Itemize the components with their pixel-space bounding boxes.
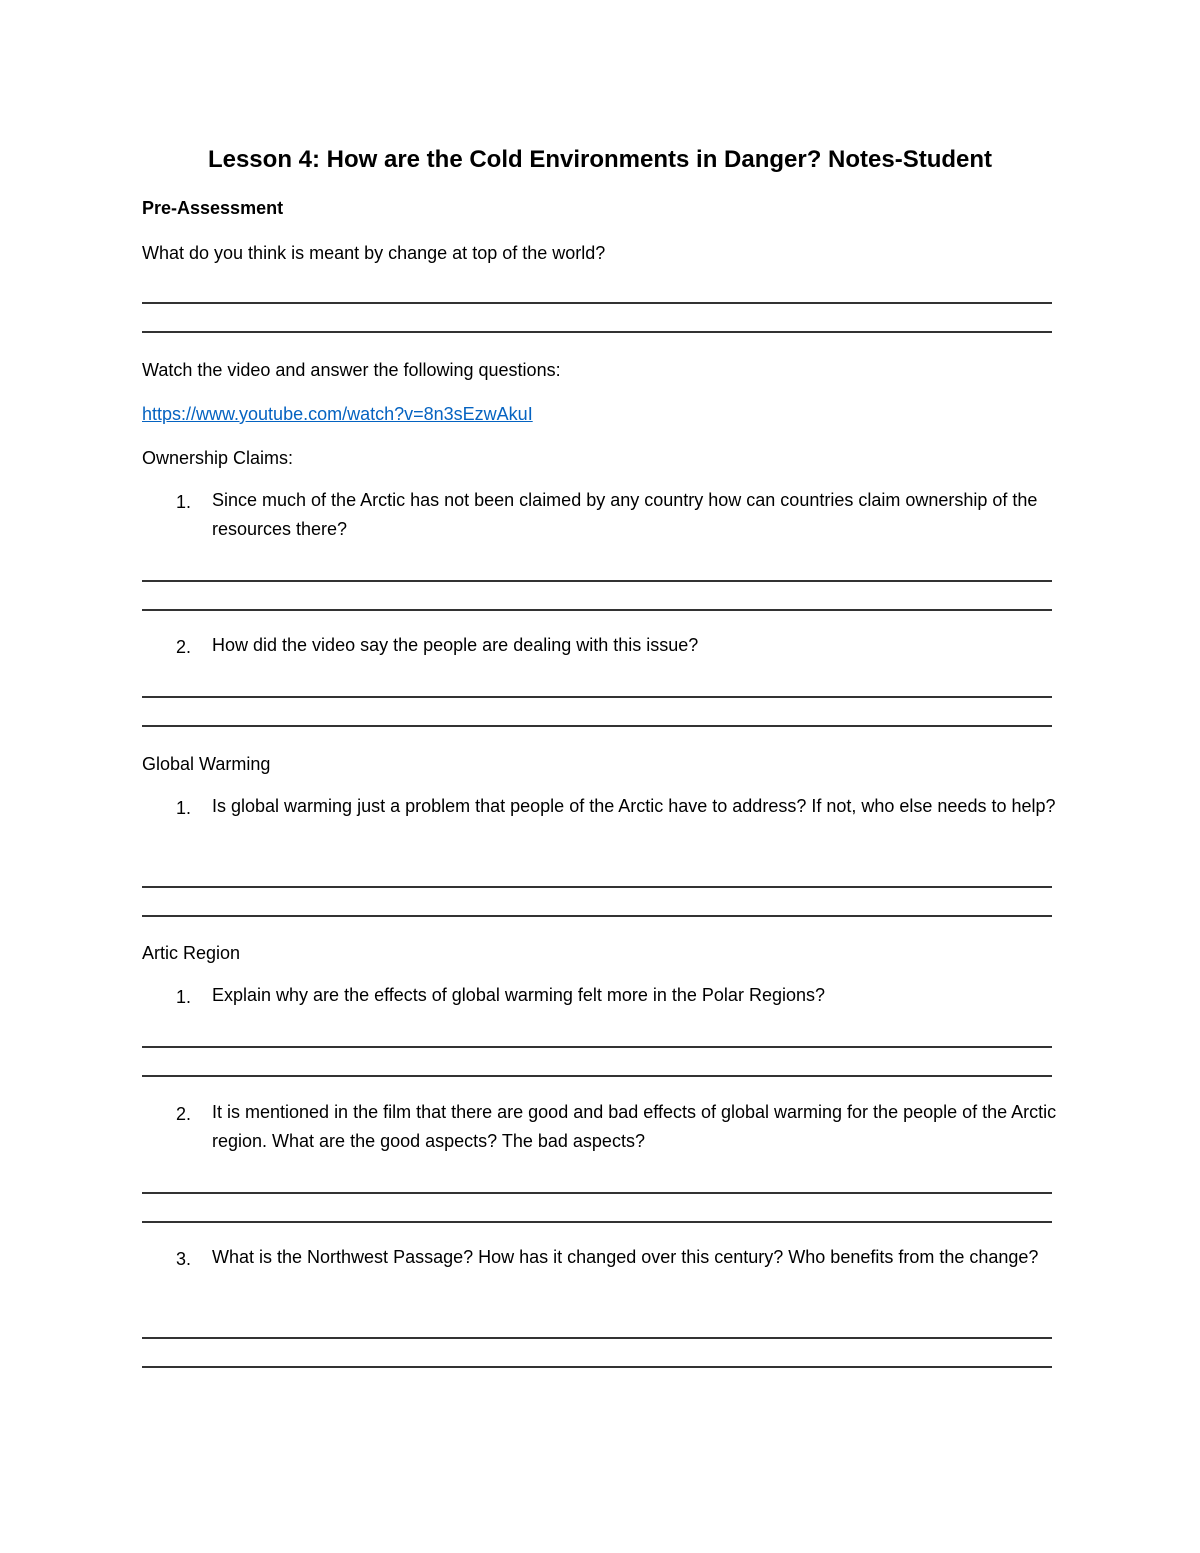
answer-line — [142, 886, 1052, 888]
video-link[interactable]: https://www.youtube.com/watch?v=8n3sEzwAkuI — [142, 404, 533, 424]
video-instruction: Watch the video and answer the following questions: — [142, 360, 561, 380]
question-number: 1. — [176, 492, 192, 512]
answer-line — [142, 696, 1052, 698]
ownership-heading: Ownership Claims: — [142, 448, 294, 468]
answer-line — [142, 1221, 1052, 1223]
answer-line — [142, 1337, 1052, 1339]
answer-line — [142, 1046, 1052, 1048]
question-number: 3. — [176, 1249, 192, 1269]
answer-line — [142, 1366, 1052, 1368]
question-number: 2. — [176, 1104, 192, 1124]
ownership-question-2: How did the video say the people are dealing with this issue? — [212, 635, 699, 655]
answer-line — [142, 580, 1052, 582]
answer-line — [142, 725, 1052, 727]
answer-line — [142, 331, 1052, 333]
answer-line — [142, 1192, 1052, 1194]
question-number: 1. — [176, 798, 192, 818]
question-number: 2. — [176, 637, 192, 657]
artic-region-heading: Artic Region — [142, 943, 241, 963]
answer-line — [142, 302, 1052, 304]
pre-assessment-heading: Pre-Assessment — [142, 198, 284, 218]
global-warming-heading: Global Warming — [142, 754, 271, 774]
artic-region-question-3: What is the Northwest Passage? How has it changed over this century? Who benefits from the change? — [212, 1247, 1039, 1267]
artic-region-question-2: It is mentioned in the film that there are good and bad effects of global warming for the people of the Arctic region. What are the good aspects? The bad aspects? — [212, 1102, 1057, 1151]
artic-region-question-1: Explain why are the effects of global warming felt more in the Polar Regions? — [212, 985, 825, 1005]
ownership-question-1: Since much of the Arctic has not been claimed by any country how can countries claim ownership of the resources there? — [212, 490, 1038, 539]
page-title: Lesson 4: How are the Cold Environments in Danger? Notes-Student — [207, 146, 993, 173]
answer-line — [142, 609, 1052, 611]
answer-line — [142, 915, 1052, 917]
global-warming-question-1: Is global warming just a problem that people of the Arctic have to address? If not, who else needs to help? — [212, 796, 1056, 816]
answer-line — [142, 1075, 1052, 1077]
question-number: 1. — [176, 987, 192, 1007]
pre-assessment-question: What do you think is meant by change at top of the world? — [142, 243, 606, 263]
